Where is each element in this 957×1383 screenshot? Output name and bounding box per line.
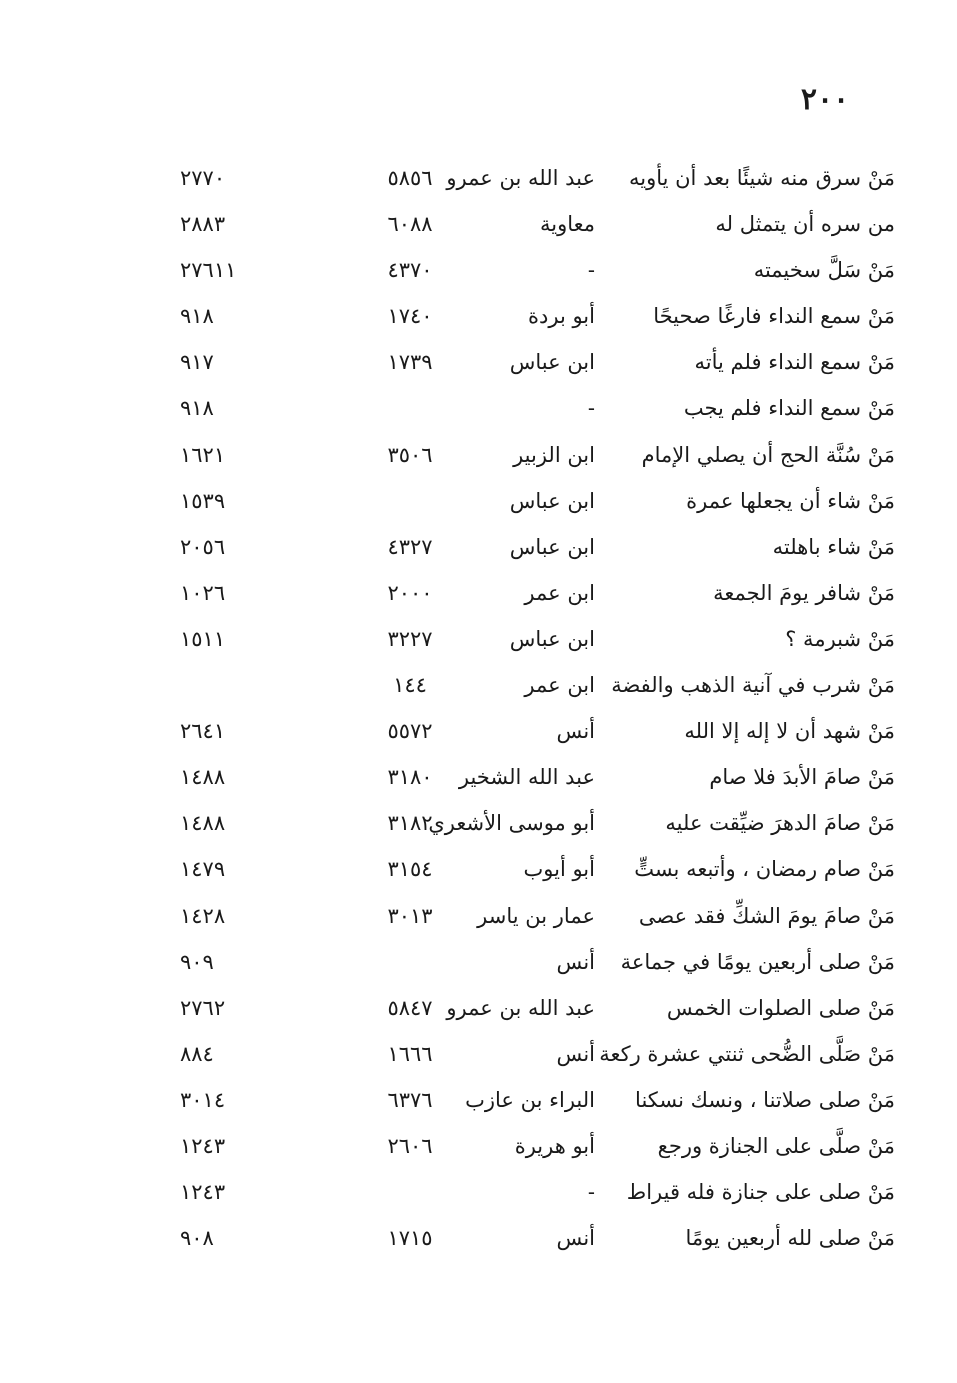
index-row [180,800,895,846]
narrator: أبو هريرة [514,1133,595,1158]
index-row [180,385,895,431]
index-row [180,570,895,616]
narrator: أنس [556,1041,595,1066]
narrator: أبو بردة [528,304,595,329]
narrator: ابن عمر [524,673,595,698]
narrator: أبو موسى الأشعري [428,811,595,836]
page-ref: ١٤٨٨ [180,811,226,836]
hadith-text: مَنْ صَلَّى الضُّحى ثنتي عشرة ركعة [599,1041,895,1066]
page-ref: ١٤٢٨ [180,903,226,928]
index-row [180,846,895,892]
hadith-text: من سره أن يتمثل له [715,212,895,237]
page-ref: ١٢٤٣ [180,1133,226,1158]
hadith-text: مَنْ سمع النداء فارغًا صحيحًا [653,304,895,329]
page-ref: ٨٨٤ [180,1041,214,1066]
hadith-text: مَنْ شاء باهلته [772,534,895,559]
page-ref: ٢٧٧٠ [180,166,226,190]
ref-number: ٣١٥٤ [387,857,433,882]
narrator: ابن عباس [509,350,595,375]
hadith-index-table [180,155,895,1261]
hadith-text: مَنْ سَلَّ سخيمته [753,258,895,283]
index-row [180,893,895,939]
narrator: البراء بن عازب [465,1087,595,1112]
narrator: عبد الله بن عمرو [446,995,595,1020]
narrator: عبد الله بن عمرو [446,166,595,190]
narrator: معاوية [539,212,595,237]
hadith-text: مَنْ سمع النداء فلم يجب [683,396,895,421]
ref-number: ٤٣٢٧ [387,534,433,559]
index-row [180,339,895,385]
ref-number: ١٧٣٩ [387,350,433,375]
narrator: عمار بن ياسر [477,903,595,928]
page-ref: ٣٠١٤ [180,1087,226,1112]
hadith-text: مَنْ سُنَّة الحج أن يصلي الإمام [641,442,895,467]
index-row [180,1169,895,1215]
hadith-text: مَنْ صلى صلاتنا ، ونسك نسكنا [635,1087,895,1112]
narrator: ابن عباس [509,534,595,559]
hadith-text: مَنْ صام رمضان ، وأتبعه بستٍّ [634,857,895,882]
ref-number: ٥٨٥٦ [387,166,433,190]
ref-number: ٣٠١٣ [387,903,433,928]
narrator: أنس [556,719,595,744]
page-ref: ١٢٤٣ [180,1180,226,1205]
page-ref: ١٦٢١ [180,442,226,467]
ref-number: ٢٦٠٦ [387,1133,433,1158]
index-row [180,293,895,339]
page-ref: ١٤٧٩ [180,857,226,882]
hadith-text: مَنْ صامَ الدهرَ ضيِّقت عليه [665,811,895,836]
page-number: ٢٠٠ [800,82,850,117]
page-ref: ١٥٣٩ [180,488,226,513]
page-ref: ٢٠٥٦ [180,534,226,559]
ref-number: ٤٣٧٠ [387,258,433,283]
ref-number: ٣١٨٠ [387,765,433,790]
page-ref: ١٥١١ [180,626,226,651]
page-ref: ٢٧٦١١ [180,258,237,283]
hadith-text: مَنْ شافر يومَ الجمعة [713,580,895,605]
hadith-text: مَنْ سمع النداء فلم يأته [694,350,895,375]
ref-number: ٣٥٠٦ [387,442,433,467]
index-row [180,985,895,1031]
ref-number: ٣١٨٢ [387,811,433,836]
page-ref: ٩٠٩ [180,949,214,974]
narrator: - [587,396,595,421]
narrator: - [587,258,595,283]
index-row [180,662,895,708]
narrator: أنس [556,1226,595,1251]
index-row [180,478,895,524]
page-ref: ١٤٨٨ [180,765,226,790]
ref-number: ٥٨٤٧ [387,995,433,1020]
index-row [180,432,895,478]
page-ref: ٩١٨ [180,396,214,421]
ref-number: ٦٠٨٨ [387,212,433,237]
narrator: ابن الزبير [513,442,595,467]
ref-number: ١٧٤٠ [387,304,433,329]
index-row [180,939,895,985]
hadith-text: مَنْ صلَّى على الجنازة ورجع [657,1133,895,1158]
page-ref: ١٠٢٦ [180,580,226,605]
page-ref: ٩١٨ [180,304,214,329]
page-ref: ٩١٧ [180,350,214,375]
index-row [180,1077,895,1123]
page-ref: ٢٧٦٢ [180,995,226,1020]
ref-number: ٥٥٧٢ [387,719,433,744]
index-row [180,1215,895,1261]
narrator: ابن عباس [509,488,595,513]
hadith-text: مَنْ صلى أربعين يومًا في جماعة [620,949,895,974]
ref-number: ١٦٦٦ [387,1041,433,1066]
ref-number: ٣٢٢٧ [387,626,433,651]
hadith-text: مَنْ شبرمة ؟ [785,626,895,651]
hadith-text: مَنْ صامَ يومَ الشكِّ فقد عصى [638,903,895,928]
index-row [180,1123,895,1169]
page-ref: ٢٦٤١ [180,719,226,744]
hadith-text: مَنْ صامَ الأبدَ فلا صام [709,765,895,790]
ref-number: ٦٣٧٦ [387,1087,433,1112]
hadith-text: مَنْ صلى على جنازة فله قيراط [626,1180,895,1205]
narrator: أنس [556,949,595,974]
index-row [180,1031,895,1077]
ref-number: ١٧١٥ [387,1226,433,1251]
index-row [180,524,895,570]
index-row [180,616,895,662]
page-ref: ٩٠٨ [180,1226,214,1251]
ref-number: ١٤٤ [393,673,427,698]
hadith-text: مَنْ شاء أن يجعلها عمرة [686,488,895,513]
ref-number: ٢٠٠٠ [387,580,433,605]
hadith-text: مَنْ شهد أن لا إله إلا الله [684,719,895,744]
narrator: ابن عباس [509,626,595,651]
index-row [180,754,895,800]
narrator: أبو أيوب [523,857,595,882]
index-row [180,708,895,754]
index-row [180,247,895,293]
narrator: - [587,1180,595,1205]
hadith-text: مَنْ شرب في آنية الذهب والفضة [611,673,895,698]
hadith-text: مَنْ سرق منه شيئًا بعد أن يأويه [628,166,895,190]
page-ref: ٢٨٨٣ [180,212,226,237]
narrator: ابن عمر [524,580,595,605]
narrator: عبد الله الشخير [458,765,595,790]
index-row [180,155,895,201]
hadith-text: مَنْ صلى لله أربعين يومًا [685,1226,895,1251]
hadith-text: مَنْ صلى الصلوات الخمس [666,995,895,1020]
index-row [180,201,895,247]
